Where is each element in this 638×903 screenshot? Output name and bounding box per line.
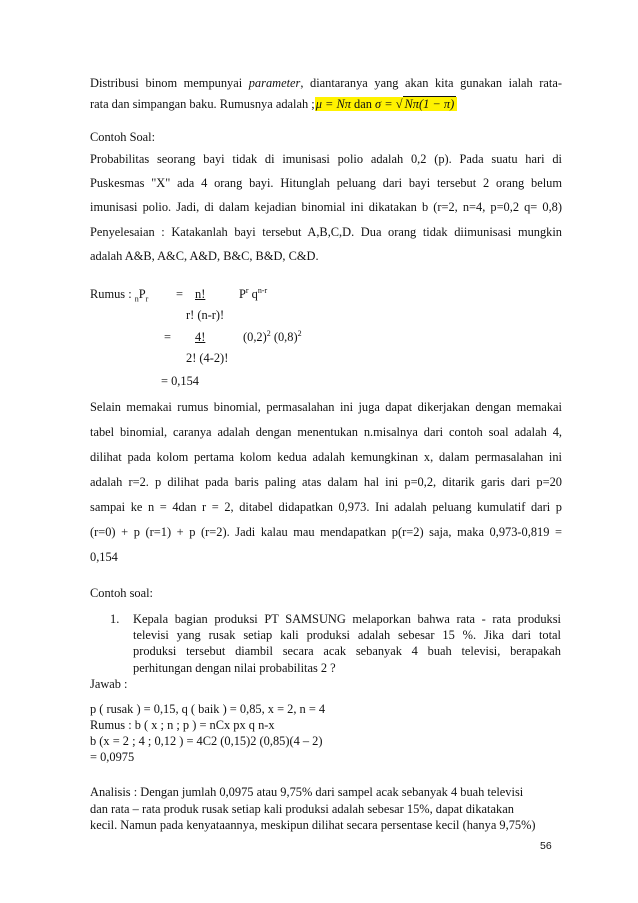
jawab-line: = 0,0975 bbox=[90, 750, 135, 764]
npr-r: r bbox=[145, 294, 149, 304]
para2-line: dilihat pada kolom pertama kolom kedua adalah kemungkinan x, dalam permasalahan ini bbox=[90, 450, 562, 464]
para2-line: tabel binomial, caranya adalah dengan menentukan n.misalnya dari contoh soal adalah 4, bbox=[90, 425, 562, 439]
pq2-b-exp: 2 bbox=[297, 328, 302, 338]
soal2-line-last: perhitungan dengan nilai probabilitas 2 ? bbox=[133, 661, 336, 675]
rumus-label bbox=[90, 287, 148, 302]
para2-line: Selain memakai rumus binomial, permasalahan ini juga dapat dikerjakan dengan memakai bbox=[90, 400, 562, 414]
analisis-line: Analisis : Dengan jumlah 0,0975 atau 9,75% dari sampel acak sebanyak 4 buah televisi bbox=[90, 785, 524, 799]
rumus-label-text: Rumus : bbox=[90, 287, 135, 301]
npr-n: n bbox=[134, 294, 139, 304]
pq2-a: (0,2) bbox=[243, 330, 267, 344]
formula-mu: μ = Nπ bbox=[315, 97, 351, 111]
denominator-2: 2! (4-2)! bbox=[186, 351, 229, 365]
jawab-line: Rumus : b ( x ; n ; p ) = nCx px q n-x bbox=[90, 718, 275, 732]
soal1-line: Probabilitas seorang bayi tidak di imunisasi polio adalah 0,2 (p). Pada suatu hari di bbox=[90, 152, 562, 166]
numerator-1: n! bbox=[195, 287, 206, 301]
analisis-line: dan rata – rata produk rusak setiap kali produksi adalah sebesar 15%, dapat dikatakan bbox=[90, 802, 514, 816]
para2-line: sampai ke n = 4dan r = 2, ditabel didapatkan 0,973. Ini adalah peluang kumulatif dari p bbox=[90, 500, 562, 514]
page-number: 56 bbox=[540, 840, 552, 852]
contoh2-heading: Contoh soal: bbox=[90, 586, 153, 600]
soal1-line: Penyelesaian : Katakanlah bayi tersebut A,B,C,D. Dua orang tidak diimunisasi mungkin bbox=[90, 225, 562, 239]
contoh1-heading: Contoh Soal: bbox=[90, 130, 156, 144]
pq2-b: (0,8) bbox=[270, 330, 298, 344]
pq2-a-exp: 2 bbox=[266, 328, 271, 338]
numerator-2: 4! bbox=[195, 330, 206, 344]
formula-highlight: μ = Nπ dan σ = √ Nπ(1 − π) bbox=[315, 97, 458, 111]
pq-term-1 bbox=[239, 287, 267, 302]
rumus-result: = 0,154 bbox=[161, 374, 199, 388]
denominator-1: r! (n-r)! bbox=[186, 308, 225, 322]
formula-sqrt: Nπ(1 − π) bbox=[404, 97, 455, 111]
para1-italic: parameter bbox=[248, 76, 301, 90]
jawab-label: Jawab : bbox=[90, 677, 128, 691]
para1-text-b: , diantaranya yang akan kita gunakan ialah rata- bbox=[300, 76, 562, 90]
rumus-eq2: = bbox=[164, 330, 171, 344]
para1-line2 bbox=[90, 97, 562, 112]
jawab-line: b (x = 2 ; 4 ; 0,12 ) = 4C2 (0,15)2 (0,85)(4 – 2) bbox=[90, 734, 323, 748]
soal2-number: 1. bbox=[110, 612, 120, 626]
soal1-line: adalah A&B, A&C, A&D, B&C, B&D, C&D. bbox=[90, 249, 319, 263]
formula-dan: dan bbox=[350, 97, 376, 111]
formula-sigma: σ = bbox=[375, 97, 396, 111]
jawab-line: p ( rusak ) = 0,15, q ( baik ) = 0,85, x = 2, n = 4 bbox=[90, 702, 326, 716]
para1-line1 bbox=[90, 76, 562, 93]
soal1-line: Puskesmas "X" ada 4 orang bayi. Hitunglah peluang dari bayi tersebut 2 orang belum bbox=[90, 176, 562, 190]
para2-last-line: 0,154 bbox=[90, 550, 118, 564]
soal2-line: televisi yang rusak setiap kali produksi adalah sebesar 15 %. Jika dari total bbox=[133, 628, 561, 642]
para2-line: (r=0) + p (r=1) + p (r=2). Jadi kalau mau mendapatkan p(r=2) saja, maka 0,973-0,819 = bbox=[90, 525, 562, 539]
rumus-eq1: = bbox=[176, 287, 183, 301]
pq1-exp: n-r bbox=[257, 285, 268, 295]
soal2-line: produksi tersebut diambil secara acak sebanyak 4 buah televisi, berapakah bbox=[133, 644, 561, 658]
pq1-r: r bbox=[245, 285, 249, 295]
para1-text-a: Distribusi binom mempunyai bbox=[90, 76, 249, 90]
para2-line: adalah r=2. p dilihat pada baris paling atas dalam hal ini p=0,2, ditarik garis dari p=20 bbox=[90, 475, 562, 489]
para1-text-l2: rata dan simpangan baku. Rumusnya adalah ; bbox=[90, 97, 315, 111]
pq-term-2 bbox=[243, 330, 302, 345]
npr-p: P bbox=[138, 287, 146, 301]
soal2-line: Kepala bagian produksi PT SAMSUNG melaporkan bahwa rata - rata produksi bbox=[133, 612, 561, 626]
soal1-line: imunisasi polio. Jadi, di dalam kejadian binomial ini dikatakan b (r=2, n=4, p=0,2 q= 0,8) bbox=[90, 200, 562, 214]
pq1-q: q bbox=[248, 287, 258, 301]
analisis-line: kecil. Namun pada kenyataannya, meskipun dilihat secara persentase kecil (hanya 9,75%) bbox=[90, 818, 536, 832]
pq1-p: P bbox=[239, 287, 246, 301]
